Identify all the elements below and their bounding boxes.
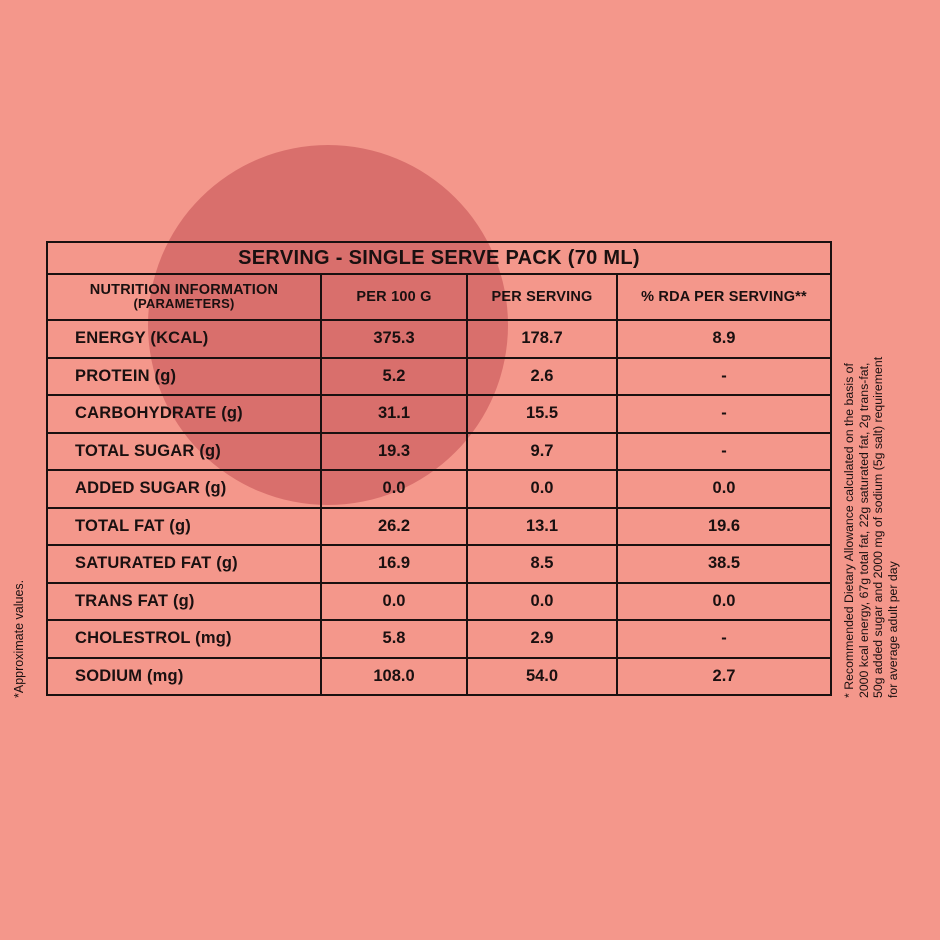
row-per-serving: 8.5 — [467, 545, 617, 583]
table-row — [47, 470, 831, 508]
row-label: SODIUM (mg) — [47, 658, 321, 696]
row-per-100g: 31.1 — [321, 395, 467, 433]
row-rda: 8.9 — [617, 320, 831, 358]
row-label: SATURATED FAT (g) — [47, 545, 321, 583]
table-header-row — [47, 274, 831, 320]
approximate-values-note: *Approximate values. — [12, 579, 26, 698]
header-rda: % RDA PER SERVING** — [617, 274, 831, 320]
header-per-serving: PER SERVING — [467, 274, 617, 320]
table-title-row — [47, 242, 831, 274]
row-per-100g: 19.3 — [321, 433, 467, 471]
rda-footnote — [842, 238, 900, 698]
row-rda: - — [617, 433, 831, 471]
table-row — [47, 658, 831, 696]
row-rda: 0.0 — [617, 470, 831, 508]
row-per-100g: 375.3 — [321, 320, 467, 358]
row-per-100g: 108.0 — [321, 658, 467, 696]
row-per-100g: 26.2 — [321, 508, 467, 546]
row-label: CARBOHYDRATE (g) — [47, 395, 321, 433]
row-per-100g: 5.8 — [321, 620, 467, 658]
row-per-serving: 9.7 — [467, 433, 617, 471]
row-rda: 38.5 — [617, 545, 831, 583]
row-per-100g: 0.0 — [321, 470, 467, 508]
row-label: TOTAL SUGAR (g) — [47, 433, 321, 471]
table-row — [47, 395, 831, 433]
table-row — [47, 620, 831, 658]
header-parameters-line1: NUTRITION INFORMATION — [89, 282, 279, 298]
table-row — [47, 508, 831, 546]
row-per-serving: 0.0 — [467, 583, 617, 621]
row-per-serving: 54.0 — [467, 658, 617, 696]
row-rda: - — [617, 620, 831, 658]
row-label: CHOLESTROL (mg) — [47, 620, 321, 658]
table-row — [47, 320, 831, 358]
row-per-serving: 2.6 — [467, 358, 617, 396]
table-row — [47, 433, 831, 471]
table-body — [47, 320, 831, 695]
row-label: TRANS FAT (g) — [47, 583, 321, 621]
rda-footnote-line4: for average adult per day — [885, 561, 900, 698]
row-label: TOTAL FAT (g) — [47, 508, 321, 546]
row-per-serving: 2.9 — [467, 620, 617, 658]
row-per-100g: 5.2 — [321, 358, 467, 396]
row-label: PROTEIN (g) — [47, 358, 321, 396]
table-title: SERVING - SINGLE SERVE PACK (70 ML) — [47, 242, 831, 274]
row-rda: - — [617, 358, 831, 396]
rda-footnote-line3: 50g added sugar and 2000 mg of sodium (5g salt) requirement — [871, 356, 886, 698]
table-row — [47, 358, 831, 396]
header-parameters-line2: (PARAMETERS) — [133, 296, 235, 311]
row-label: ENERGY (KCAL) — [47, 320, 321, 358]
table-row — [47, 545, 831, 583]
row-rda: - — [617, 395, 831, 433]
row-rda: 19.6 — [617, 508, 831, 546]
row-per-100g: 0.0 — [321, 583, 467, 621]
row-rda: 2.7 — [617, 658, 831, 696]
row-per-serving: 0.0 — [467, 470, 617, 508]
row-rda: 0.0 — [617, 583, 831, 621]
nutrition-table — [46, 241, 832, 696]
row-per-serving: 13.1 — [467, 508, 617, 546]
header-per-100g: PER 100 G — [321, 274, 467, 320]
row-per-serving: 178.7 — [467, 320, 617, 358]
table-row — [47, 583, 831, 621]
row-label: ADDED SUGAR (g) — [47, 470, 321, 508]
rda-footnote-line2: 2000 kcal energy, 67g total fat, 22g saturated fat, 2g trans-fat, — [856, 362, 871, 698]
row-per-serving: 15.5 — [467, 395, 617, 433]
row-per-100g: 16.9 — [321, 545, 467, 583]
header-parameters — [47, 274, 321, 320]
rda-footnote-line1: * Recommended Dietary Allowance calculated on the basis of — [842, 363, 856, 698]
